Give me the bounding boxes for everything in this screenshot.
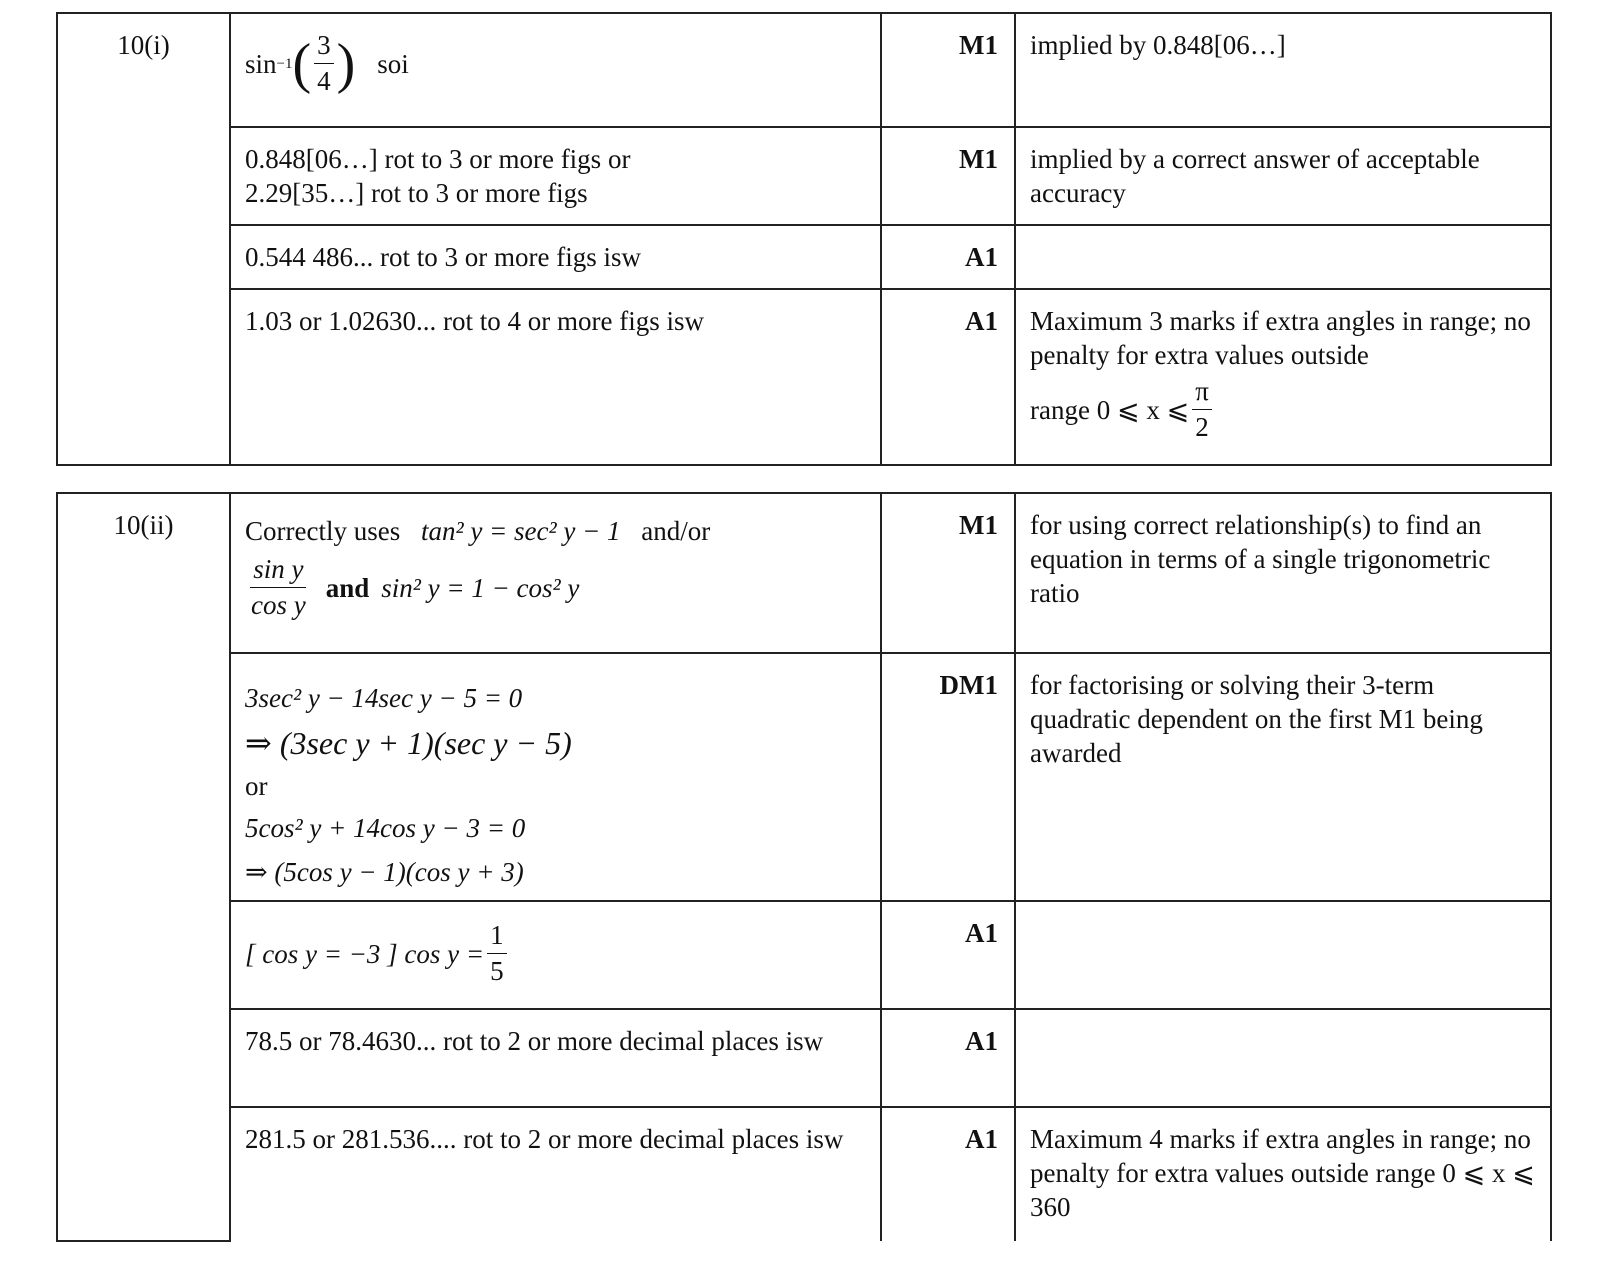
question-number: 10(ii) bbox=[57, 493, 230, 1241]
guidance-text: Maximum 3 marks if extra angles in range; no penalty for extra values outside bbox=[1030, 306, 1531, 370]
mark-scheme-table-10i bbox=[56, 12, 1552, 466]
question-number: 10(i) bbox=[57, 13, 230, 465]
table-row bbox=[57, 653, 1551, 901]
fraction bbox=[487, 922, 507, 985]
guidance-cell bbox=[1015, 289, 1551, 465]
guidance-cell: implied by a correct answer of acceptable accuracy bbox=[1015, 127, 1551, 225]
guidance-cell bbox=[1015, 901, 1551, 1009]
answer-text: and/or bbox=[641, 516, 711, 546]
table-row bbox=[57, 225, 1551, 289]
fraction-denominator: 2 bbox=[1195, 412, 1209, 442]
fraction bbox=[314, 32, 334, 95]
table-row bbox=[57, 901, 1551, 1009]
answer-cell: 0.544 486... rot to 3 or more figs isw bbox=[230, 225, 881, 289]
guidance-cell: implied by 0.848[06…] bbox=[1015, 13, 1551, 127]
table-row bbox=[57, 127, 1551, 225]
table-row bbox=[57, 1009, 1551, 1107]
mark-code: DM1 bbox=[881, 653, 1015, 901]
mark-code: M1 bbox=[881, 493, 1015, 653]
table-row bbox=[57, 493, 1551, 653]
answer-line: ⇒ (5cos y − 1)(cos y + 3) bbox=[245, 857, 524, 887]
answer-line: or bbox=[245, 771, 268, 801]
fraction-numerator: π bbox=[1192, 378, 1212, 410]
guidance-cell bbox=[1015, 225, 1551, 289]
answer-cell: 1.03 or 1.02630... rot to 4 or more figs isw bbox=[230, 289, 881, 465]
answer-line: 3sec² y − 14sec y − 5 = 0 bbox=[245, 683, 523, 713]
fraction-denominator: 4 bbox=[317, 66, 331, 96]
fraction-numerator: 1 bbox=[487, 922, 507, 954]
answer-text: Correctly uses bbox=[245, 516, 401, 546]
right-paren: ) bbox=[336, 32, 356, 95]
answer-cell bbox=[230, 653, 881, 901]
table-row bbox=[57, 289, 1551, 465]
answer-text: [ cos y = −3 ] cos y = bbox=[245, 938, 485, 969]
fraction bbox=[248, 556, 309, 619]
answer-cell bbox=[230, 901, 881, 1009]
answer-cell: 78.5 or 78.4630... rot to 2 or more decimal places isw bbox=[230, 1009, 881, 1107]
identity-tan-sec: tan² y = sec² y − 1 bbox=[420, 516, 621, 546]
fraction-denominator: cos y bbox=[251, 590, 306, 620]
mark-code: A1 bbox=[881, 901, 1015, 1009]
table-row bbox=[57, 13, 1551, 127]
answer-cell bbox=[230, 493, 881, 653]
answer-cell bbox=[230, 127, 881, 225]
guidance-cell: for factorising or solving their 3-term quadratic dependent on the first M1 being awarded bbox=[1015, 653, 1551, 901]
mark-code: A1 bbox=[881, 225, 1015, 289]
table-row bbox=[57, 1107, 1551, 1241]
guidance-cell: Maximum 4 marks if extra angles in range; no penalty for extra values outside range 0 ⩽ x ⩽ 360 bbox=[1015, 1107, 1551, 1241]
fraction bbox=[1192, 378, 1212, 441]
and-text: and bbox=[325, 572, 370, 603]
mark-code: A1 bbox=[881, 289, 1015, 465]
guidance-cell bbox=[1015, 1009, 1551, 1107]
identity-sin-cos: sin² y = 1 − cos² y bbox=[381, 572, 580, 603]
mark-code: M1 bbox=[881, 13, 1015, 127]
answer-line: 0.848[06…] rot to 3 or more figs or bbox=[245, 144, 631, 174]
soi-text: soi bbox=[377, 48, 409, 79]
left-paren: ( bbox=[292, 32, 312, 95]
fraction-denominator: 5 bbox=[490, 956, 504, 986]
mark-code: M1 bbox=[881, 127, 1015, 225]
answer-line: 5cos² y + 14cos y − 3 = 0 bbox=[245, 813, 526, 843]
mark-scheme-table-10ii bbox=[56, 492, 1552, 1242]
range-text: range 0 ⩽ x ⩽ bbox=[1030, 394, 1190, 425]
mark-code: A1 bbox=[881, 1009, 1015, 1107]
fraction-numerator: 3 bbox=[314, 32, 334, 64]
mark-code: A1 bbox=[881, 1107, 1015, 1241]
answer-line: ⇒ (3sec y + 1)(sec y − 5) bbox=[245, 725, 572, 761]
answer-cell: 281.5 or 281.536.... rot to 2 or more decimal places isw bbox=[230, 1107, 881, 1241]
fraction-numerator: sin y bbox=[250, 556, 306, 588]
guidance-cell: for using correct relationship(s) to find an equation in terms of a single trigonometric ratio bbox=[1015, 493, 1551, 653]
answer-line: 2.29[35…] rot to 3 or more figs bbox=[245, 178, 588, 208]
function-text: sin bbox=[245, 48, 277, 79]
answer-cell: sin −1 ( $\frac{3}{4}$ ) soi bbox=[230, 13, 881, 127]
